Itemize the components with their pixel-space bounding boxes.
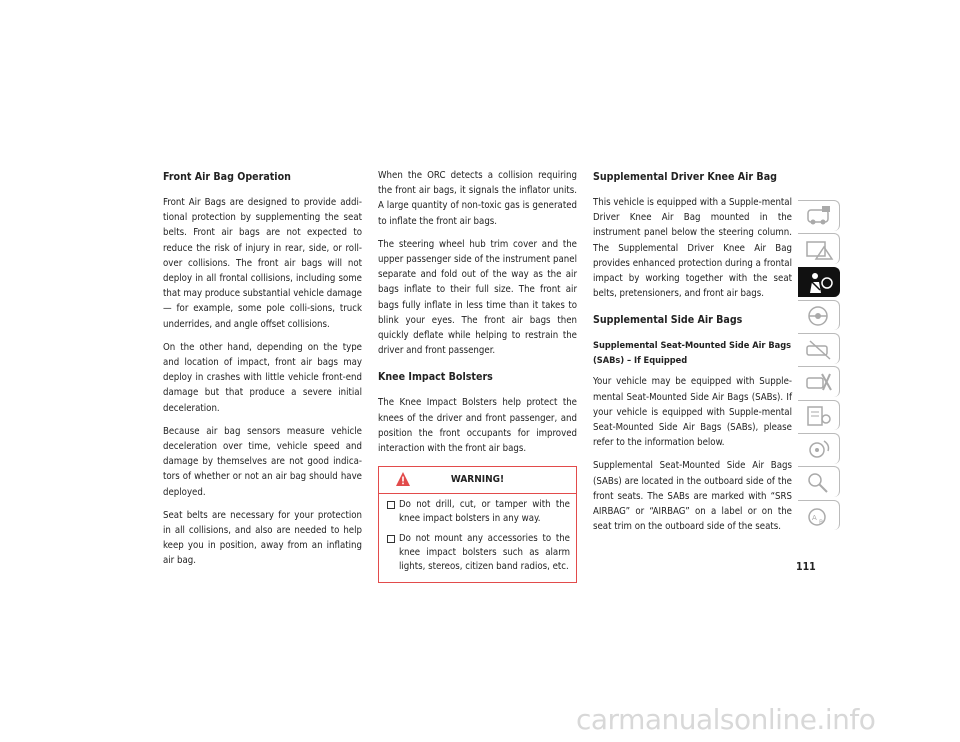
tab-customer-assistance[interactable] [798,500,840,531]
tab-instrument-panel[interactable] [798,233,840,264]
checkbox-bullet-icon [387,535,395,543]
paragraph: Supplemental Seat-Mounted Side Air Bags (SABs) are located in the outboard side of the front seats. The SABs are marked with “SRS AIRBAG” or “AIRBAG” on a label or on the seat trim on the outboard side of the seats. [593,460,792,533]
servicing-tools-icon [804,370,834,394]
dashboard-warning-icon [804,237,834,261]
warning-box [378,466,577,583]
watermark: carmanualsonline.info [576,703,876,736]
language-globe-icon [804,504,834,528]
svg-text:A: A [812,513,817,522]
tab-multimedia[interactable] [798,433,840,464]
vehicle-getting-started-icon [804,204,834,228]
heading-supplemental-driver-knee-air-bag: Supplemental Driver Knee Air Bag [593,171,777,183]
column-right [593,168,792,542]
multimedia-icon [804,437,834,461]
car-emergency-icon [804,337,834,361]
heading-front-air-bag-operation: Front Air Bag Operation [163,171,291,183]
paragraph: Front Air Bags are designed to provide addi-tional protection by supplementing the seat belts. Front air bags are not expected to reduce the risk of injury in rear, side, or roll-over collisions. The front air bags will not deploy in all frontal collisions, including some that may produce substantial vehicle damage — for example, some pole colli-sions, truck underrides, and angle offset collisions. [163,197,362,330]
tab-servicing-maintenance[interactable] [798,366,840,397]
tab-in-case-of-emergency[interactable] [798,333,840,364]
tab-index[interactable] [798,466,840,497]
column-left [163,170,362,577]
heading-supplemental-side-air-bags: Supplemental Side Air Bags [593,314,743,327]
warning-item-text: Do not drill, cut, or tamper with the knee impact bolsters in any way. [399,499,570,525]
seatbelt-airbag-safety-icon [804,271,834,295]
warning-title: WARNING! [450,474,505,486]
checkbox-bullet-icon [387,501,395,509]
paragraph: Your vehicle may be equipped with Supple-mental Seat-Mounted Side Air Bags (SABs). If your vehicle is equipped with Supple-mental Seat-Mounted Side Air Bags (SABs), please refer to the information below. [593,376,792,449]
specifications-list-icon [804,404,834,428]
paragraph: Because air bag sensors measure vehicle deceleration over time, vehicle speed and damage by themselves are not good indica-tors of whether or not an air bag should have deployed. [163,425,362,498]
paragraph: This vehicle is equipped with a Supple-mental Driver Knee Air Bag mounted in the instrument panel below the steering column. The Supplemental Driver Knee Air Bag provides enhanced protection during a frontal impact by working together with the seat belts, pretensioners, and front air bags. [593,197,792,300]
heading-knee-impact-bolsters: Knee Impact Bolsters [378,371,493,384]
tab-starting-operating[interactable] [798,300,840,331]
paragraph: When the ORC detects a collision requiring the front air bags, it signals the inflator units. A large quantity of non-toxic gas is generated to inflate the front air bags. [378,170,577,227]
warning-header [379,467,576,494]
svg-text:B: B [819,518,824,526]
chapter-tabs [798,200,843,533]
column-middle [378,168,577,583]
tab-safety[interactable] [798,267,840,298]
page-number: 111 [796,561,816,573]
tab-technical-specifications[interactable] [798,400,840,431]
paragraph: The steering wheel hub trim cover and the upper passenger side of the instrument panel separate and fold out of the way as the air bags inflate to their full size. The front air bags fully inflate in less time than it takes to blink your eyes. The front air bags then quickly deflate while helping to restrain the driver and front passenger. [378,238,577,357]
warning-item [379,528,576,576]
warning-item [379,494,576,528]
warning-item-text: Do not mount any accessories to the knee impact bolsters such as alarm lights, stereos, citizen band radios, etc. [399,533,570,573]
paragraph: The Knee Impact Bolsters help protect the knees of the driver and front passenger, and position the front occupants for improved interaction with the front air bags. [378,397,577,455]
warning-triangle-icon [395,471,411,487]
paragraph: On the other hand, depending on the type and location of impact, front air bags may deploy in crashes with little vehicle front-end damage but that produce a severe initial deceleration. [163,341,362,414]
steering-wheel-icon [804,304,834,328]
subheading-seat-mounted-sabs: Supplemental Seat-Mounted Side Air Bags (SABs) – If Equipped [593,340,792,367]
tab-getting-to-know-vehicle[interactable] [798,200,840,231]
paragraph: Seat belts are necessary for your protection in all collisions, and also are needed to help keep you in position, away from an inflating air bag. [163,509,362,567]
search-index-icon [804,470,834,494]
